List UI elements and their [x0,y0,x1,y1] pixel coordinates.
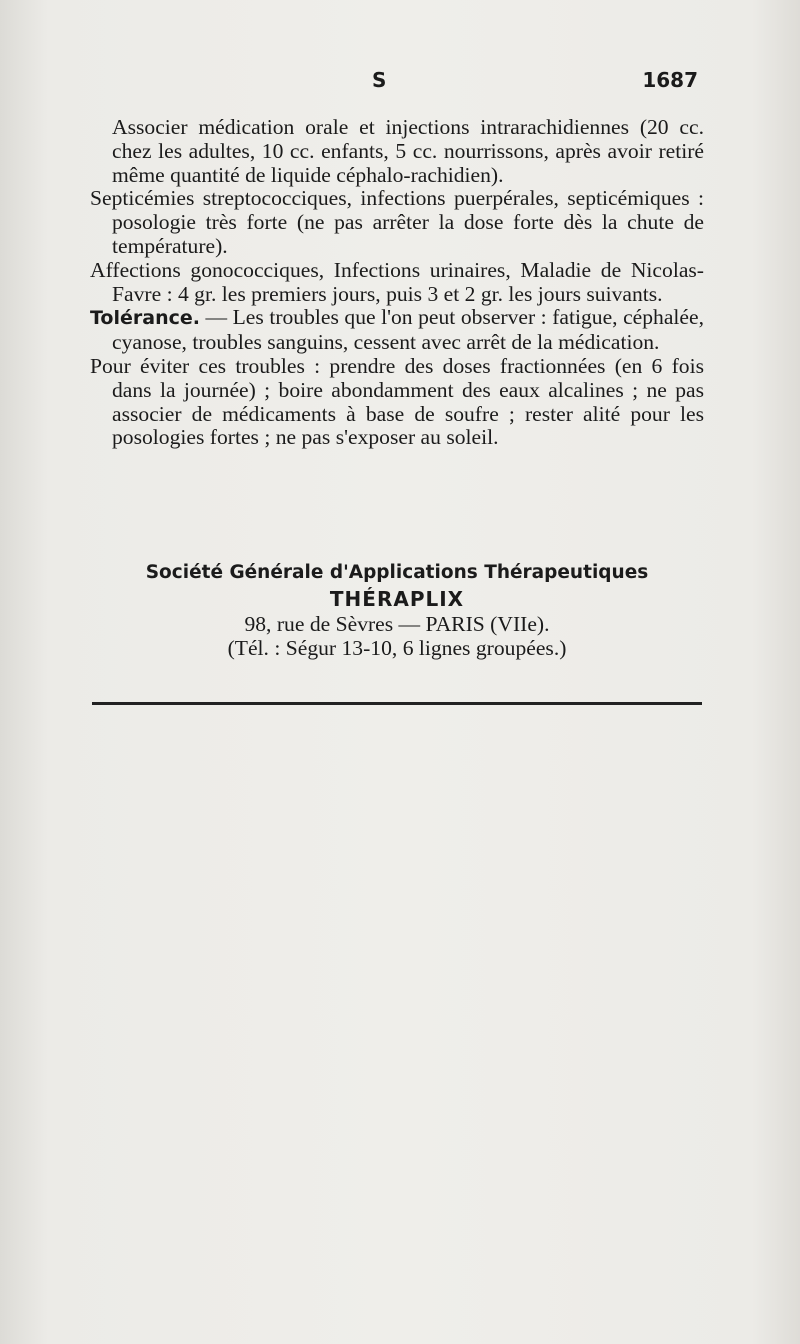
paragraph-gonococcal: Affections gonococciques, Infections urinaires, Maladie de Nicolas-Favre : 4 gr. les premiers jours, puis 3 et 2 gr. les jours suivants. [90,257,704,306]
section-letter: S [372,68,387,92]
page-number: 1687 [642,68,698,92]
brand-name: THÉRAPLIX [329,587,465,611]
horizontal-rule [92,702,702,705]
company-name: Société Générale d'Applications Thérapeutiques [145,562,649,583]
running-head [0,68,800,98]
paragraph-intrathecal: Associer médication orale et injections intrarachidiennes (20 cc. chez les adultes, 10 cc. enfants, 5 cc. nourrissons, après avoir retiré même quantité de liquide céphalo-rachidien). [112,115,704,187]
tolerance-label: Tolérance. [90,307,200,330]
company-address: 98, rue de Sèvres — PARIS (VIIe). [244,612,550,636]
laboratory-block [90,560,704,660]
paragraph-prevention: Pour éviter ces troubles : prendre des doses fractionnées (en 6 fois dans la journée) ; boire abondamment des eaux alcalines ; ne pas associer de médicaments à base de soufre ; rester alité pour les posologies fortes ; ne pas s'exposer au soleil. [90,353,704,450]
body-text [90,116,704,450]
paragraph-septicemia: Septicémies streptococciques, infections puerpérales, septicémiques : posologie très forte (ne pas arrêter la dose forte dès la chute de température). [90,186,704,258]
company-phone: (Tél. : Ségur 13-10, 6 lignes groupées.) [227,636,567,660]
tolerance-text: — Les troubles que l'on peut observer : fatigue, céphalée, cyanose, troubles sanguins, cessent avec arrêt de la médication. [112,305,704,355]
paragraph-tolerance [90,306,704,355]
